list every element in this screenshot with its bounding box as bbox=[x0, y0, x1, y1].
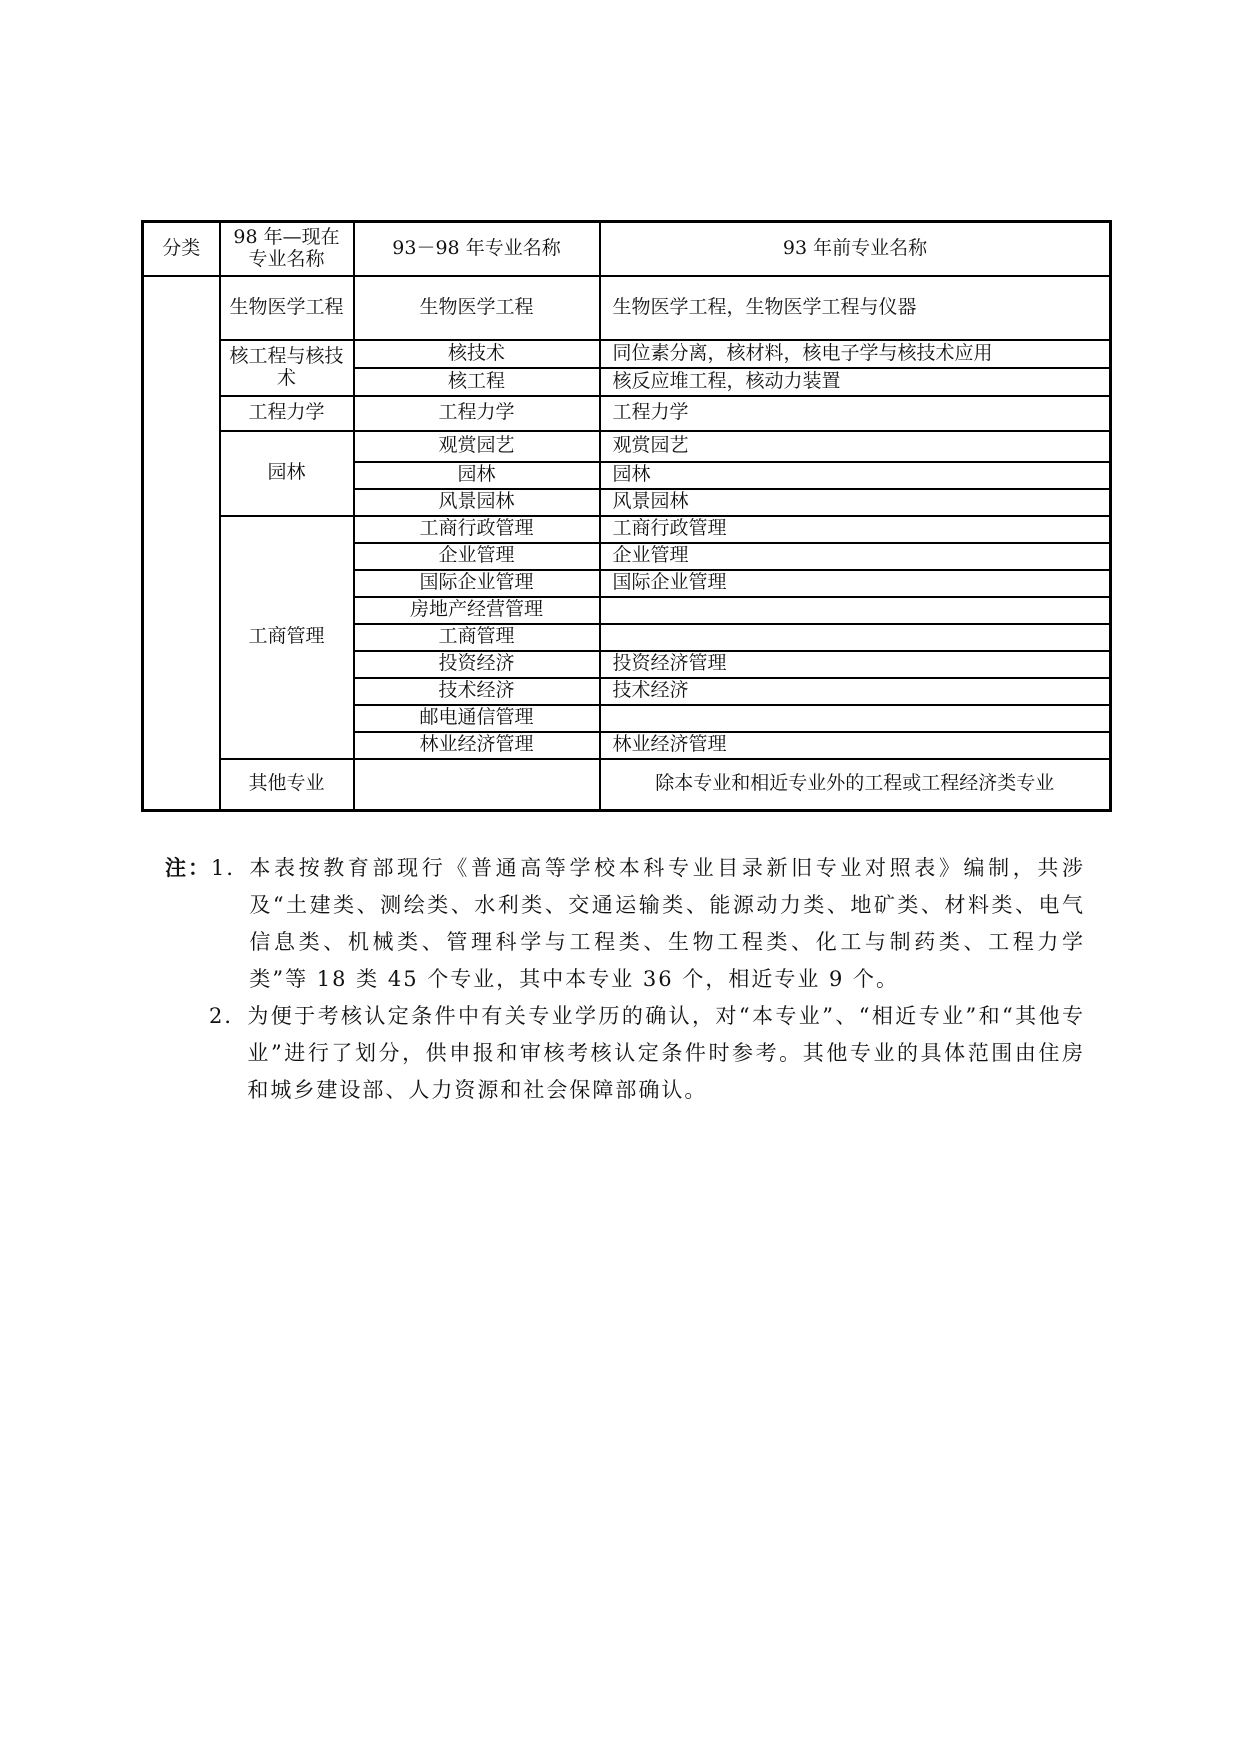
mid-major: 邮电通信管理 bbox=[354, 705, 600, 732]
old-major bbox=[600, 705, 1111, 732]
table-header-row bbox=[143, 222, 1111, 276]
old-major: 工程力学 bbox=[600, 396, 1111, 431]
header-current-name: 98 年—现在专业名称 bbox=[220, 222, 354, 276]
table-row bbox=[143, 340, 1111, 368]
old-major: 观赏园艺 bbox=[600, 431, 1111, 462]
note-item bbox=[165, 998, 1085, 1109]
old-major: 国际企业管理 bbox=[600, 570, 1111, 597]
notes-label: 注： bbox=[165, 856, 211, 880]
old-major: 园林 bbox=[600, 462, 1111, 489]
table-row bbox=[143, 396, 1111, 431]
old-major: 同位素分离，核材料，核电子学与核技术应用 bbox=[600, 340, 1111, 368]
old-major: 企业管理 bbox=[600, 543, 1111, 570]
old-major: 林业经济管理 bbox=[600, 732, 1111, 759]
category-cell bbox=[143, 276, 220, 811]
note-item bbox=[165, 850, 1085, 998]
header-pre-93-name: 93 年前专业名称 bbox=[600, 222, 1111, 276]
mid-major: 企业管理 bbox=[354, 543, 600, 570]
other-major-label: 其他专业 bbox=[220, 759, 354, 811]
current-major: 工商管理 bbox=[220, 516, 354, 759]
mid-major: 生物医学工程 bbox=[354, 276, 600, 340]
old-major: 风景园林 bbox=[600, 489, 1111, 516]
mid-major: 工商管理 bbox=[354, 624, 600, 651]
mid-major: 林业经济管理 bbox=[354, 732, 600, 759]
note-text: 本表按教育部现行《普通高等学校本科专业目录新旧专业对照表》编制，共涉及“土建类、测绘类、水利类、交通运输类、能源动力类、地矿类、材料类、电气信息类、机械类、管理科学与工程类、生物工程类、化工与制药类、工程力学类”等 18 类 45 个专业，其中本专业 36 个，相近专业 9 个。 bbox=[249, 856, 1085, 991]
old-major: 工商行政管理 bbox=[600, 516, 1111, 543]
mid-major: 园林 bbox=[354, 462, 600, 489]
old-major: 生物医学工程，生物医学工程与仪器 bbox=[600, 276, 1111, 340]
note-number: 2． bbox=[209, 1004, 248, 1028]
mid-major: 工商行政管理 bbox=[354, 516, 600, 543]
current-major: 生物医学工程 bbox=[220, 276, 354, 340]
major-comparison-table bbox=[141, 220, 1112, 812]
mid-major: 工程力学 bbox=[354, 396, 600, 431]
mid-major: 技术经济 bbox=[354, 678, 600, 705]
mid-major: 观赏园艺 bbox=[354, 431, 600, 462]
old-major bbox=[600, 624, 1111, 651]
table-row bbox=[143, 431, 1111, 462]
other-current-empty bbox=[354, 759, 600, 811]
other-major-description: 除本专业和相近专业外的工程或工程经济类专业 bbox=[600, 759, 1111, 811]
old-major bbox=[600, 597, 1111, 624]
table-row-other bbox=[143, 759, 1111, 811]
mid-major: 房地产经营管理 bbox=[354, 597, 600, 624]
mid-major: 核技术 bbox=[354, 340, 600, 368]
current-major: 工程力学 bbox=[220, 396, 354, 431]
header-93-98-name: 93－98 年专业名称 bbox=[354, 222, 600, 276]
mid-major: 投资经济 bbox=[354, 651, 600, 678]
mid-major: 核工程 bbox=[354, 368, 600, 396]
current-major: 园林 bbox=[220, 431, 354, 516]
mid-major: 风景园林 bbox=[354, 489, 600, 516]
mid-major: 国际企业管理 bbox=[354, 570, 600, 597]
old-major: 技术经济 bbox=[600, 678, 1111, 705]
table-row bbox=[143, 276, 1111, 340]
note-text: 为便于考核认定条件中有关专业学历的确认，对“本专业”、“相近专业”和“其他专业”进行了划分，供申报和审核考核认定条件时参考。其他专业的具体范围由住房和城乡建设部、人力资源和社会保障部确认。 bbox=[247, 1004, 1085, 1102]
table-row bbox=[143, 516, 1111, 543]
note-number: 1． bbox=[211, 856, 250, 880]
header-category: 分类 bbox=[143, 222, 220, 276]
current-major: 核工程与核技术 bbox=[220, 340, 354, 396]
notes-section bbox=[165, 850, 1085, 1109]
old-major: 核反应堆工程，核动力装置 bbox=[600, 368, 1111, 396]
old-major: 投资经济管理 bbox=[600, 651, 1111, 678]
